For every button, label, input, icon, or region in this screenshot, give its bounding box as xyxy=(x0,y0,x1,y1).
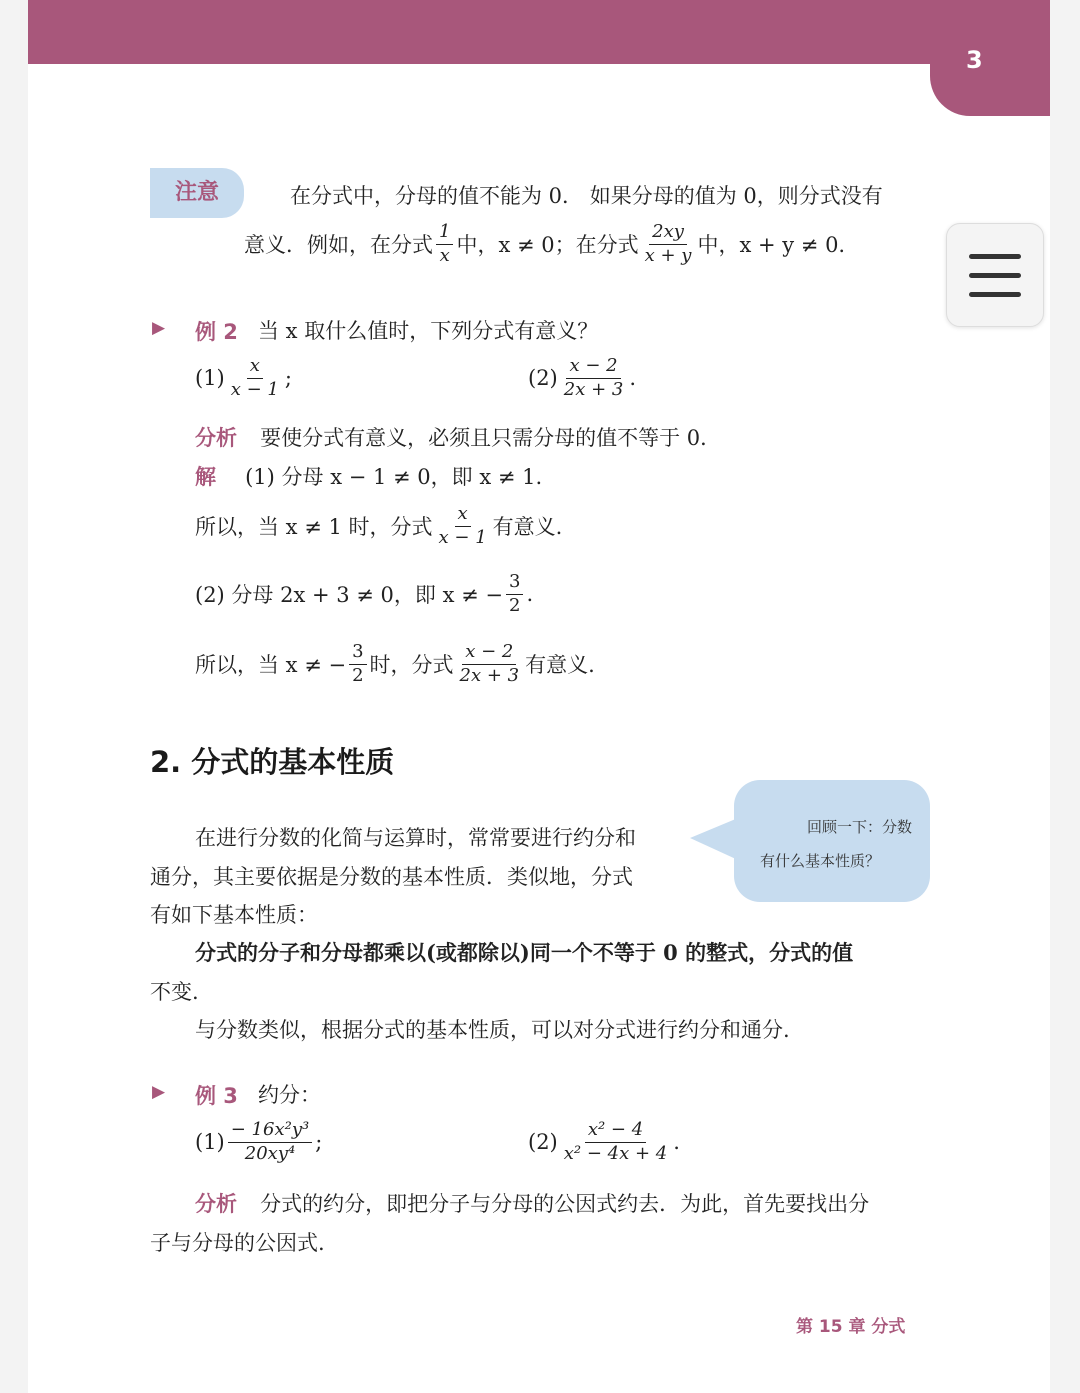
page-number-tab xyxy=(930,40,1050,116)
fraction: $\frac{x - 2}{2x + 3}$ xyxy=(563,355,624,400)
paragraph-line: 在进行分数的化简与运算时，常常要进行约分和 xyxy=(195,826,636,850)
fraction: $\frac{x - 2}{2x + 3}$ xyxy=(459,641,520,686)
property-statement: 分式的分子和分母都乘以(或都除以)同一个不等于 0 的整式，分式的值 xyxy=(195,940,854,965)
example-label: 例 3 xyxy=(195,1084,238,1108)
fraction: $\frac{x}{x - 1}$ xyxy=(438,503,487,548)
analysis-row xyxy=(195,422,721,452)
section-title: 2. 分式的基本性质 xyxy=(150,745,395,779)
paragraph-line: 有如下基本性质： xyxy=(150,903,318,927)
paragraph-line: 与分数类似，根据分式的基本性质，可以对分式进行约分和通分. xyxy=(195,1018,790,1042)
note-text-b: 中，x ≠ 0；在分式 xyxy=(456,233,639,258)
fraction: $\frac{3}{2}$ xyxy=(506,572,523,616)
example-marker-icon: ▶ xyxy=(152,1082,166,1102)
fraction: $\frac{\text{− 16x²y³}}{\text{20xy⁴}}$ xyxy=(228,1120,312,1164)
fraction: $\frac{\text{x² − 4}}{\text{x² − 4x + 4}}$ xyxy=(563,1119,668,1164)
analysis-label: 分析 xyxy=(195,426,237,450)
bubble-tail xyxy=(690,818,738,860)
note-label: 注意 xyxy=(150,168,244,218)
example-question: 当 x 取什么值时，下列分式有意义？ xyxy=(258,319,599,343)
note-text-c: 中，x + y ≠ 0. xyxy=(697,233,846,258)
fraction: $\frac{2xy}{x + y}$ xyxy=(644,221,692,266)
example-question: 约分： xyxy=(258,1083,321,1107)
example3-item1: (1) $\frac{\text{− 16x²y³}}{\text{20xy⁴}}$ ; xyxy=(195,1119,323,1164)
paragraph-line: 通分，其主要依据是分数的基本性质．类似地，分式 xyxy=(150,865,633,889)
bubble-line2: 有什么基本性质？ xyxy=(760,852,881,870)
chapter-footer: 第 15 章 分式 xyxy=(796,1317,906,1337)
analysis-label: 分析 xyxy=(195,1192,237,1216)
fraction: $\frac{3}{2}$ xyxy=(349,642,366,686)
solution-step2: (2) 分母 2x + 3 ≠ 0，即 x ≠ − $\frac{3}{2}$ . xyxy=(195,571,534,616)
solution-row xyxy=(195,461,542,491)
analysis-text: 要使分式有意义，必须且只需分母的值不等于 0． xyxy=(260,426,722,450)
example-label: 例 2 xyxy=(195,320,238,344)
example-marker-icon: ▶ xyxy=(152,318,166,338)
solution-conclusion1: 所以，当 x ≠ 1 时，分式 $\frac{x}{x - 1}$ 有意义. xyxy=(195,503,563,548)
bubble-line1: 回顾一下：分数 xyxy=(806,818,912,836)
example2-item1: (1) $\frac{x}{x - 1}$ ; xyxy=(195,355,292,400)
header-band xyxy=(28,0,1050,64)
solution-label: 解 xyxy=(195,465,216,489)
fraction: $\frac{x}{x - 1}$ xyxy=(230,355,279,400)
example2-item2: (2) $\frac{x - 2}{2x + 3}$ . xyxy=(528,355,637,400)
example3-item2: (2) $\frac{\text{x² − 4}}{\text{x² − 4x + 4}}$ . xyxy=(528,1119,680,1164)
hint-bubble xyxy=(734,780,930,902)
page-number: 3 xyxy=(966,46,983,74)
note-text-a: 意义．例如，在分式 xyxy=(244,233,433,258)
analysis-text: 分式的约分，即把分子与分母的公因式约去．为此，首先要找出分 xyxy=(260,1192,870,1216)
solution-step1: (1) 分母 x − 1 ≠ 0，即 x ≠ 1. xyxy=(245,465,543,489)
note-line1: 在分式中，分母的值不能为 0． 如果分母的值为 0，则分式没有 xyxy=(290,184,883,208)
solution-conclusion2: 所以，当 x ≠ − $\frac{3}{2}$ 时，分式 $\frac{x - 2}{2x + 3}$ 有意义. xyxy=(195,641,595,686)
fraction: $\frac{1}{x}$ xyxy=(436,222,453,266)
note-line2 xyxy=(244,222,845,266)
property-statement-end: 不变. xyxy=(150,980,199,1004)
menu-button[interactable] xyxy=(946,223,1044,327)
analysis-row xyxy=(195,1188,869,1218)
analysis-text-end: 子与分母的公因式. xyxy=(150,1231,325,1255)
